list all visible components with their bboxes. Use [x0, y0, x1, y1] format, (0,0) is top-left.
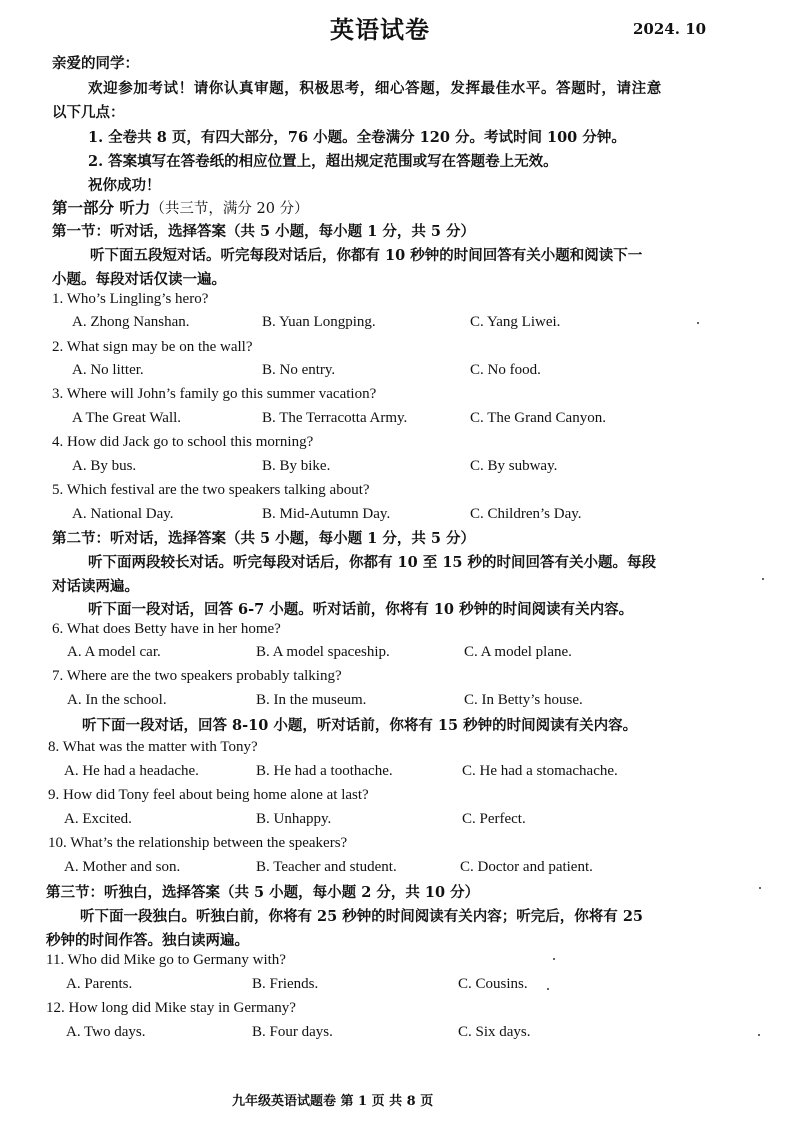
option-12c: C. Six days.: [458, 1024, 531, 1040]
option-4b: B. By bike.: [262, 458, 331, 474]
option-10c: C. Doctor and patient.: [460, 859, 593, 875]
option-1b: B. Yuan Longping.: [262, 314, 376, 330]
option-5c: C. Children’s Day.: [470, 506, 582, 522]
option-8a: A. He had a headache.: [64, 763, 199, 779]
section3-title: 第三节：听独白，选择答案（共 5 小题，每小题 2 分，共 10 分）: [46, 884, 480, 901]
option-11c: C. Cousins.: [458, 976, 528, 992]
question-1: 1. Who’s Lingling’s hero?: [52, 291, 209, 307]
option-5b: B. Mid-Autumn Day.: [262, 506, 391, 522]
scan-speck: [762, 578, 764, 580]
option-3c: C. The Grand Canyon.: [470, 410, 606, 426]
option-10b: B. Teacher and student.: [256, 859, 397, 875]
option-6b: B. A model spaceship.: [256, 644, 390, 660]
option-6a: A. A model car.: [67, 644, 161, 660]
option-4c: C. By subway.: [470, 458, 558, 474]
scan-speck: [553, 958, 555, 960]
option-6c: C. A model plane.: [464, 644, 572, 660]
question-10: 10. What’s the relationship between the speakers?: [48, 835, 348, 851]
note-1: 1. 全卷共 8 页，有四大部分，76 小题。全卷满分 120 分。考试时间 100 分钟。: [88, 129, 626, 146]
option-12b: B. Four days.: [252, 1024, 333, 1040]
scan-speck: [758, 1034, 760, 1036]
intro-line-1: 欢迎参加考试！请你认真审题，积极思考，细心答题，发挥最佳水平。答题时，请注意: [88, 80, 662, 97]
option-12a: A. Two days.: [66, 1024, 146, 1040]
option-9a: A. Excited.: [64, 811, 132, 827]
exam-date: 2024. 10: [633, 20, 707, 38]
option-9c: C. Perfect.: [462, 811, 526, 827]
question-4: 4. How did Jack go to school this morning?: [52, 434, 314, 450]
scan-speck: [697, 322, 699, 324]
option-2c: C. No food.: [470, 362, 541, 378]
option-11b: B. Friends.: [252, 976, 319, 992]
option-7b: B. In the museum.: [256, 692, 367, 708]
section2-instruction-1: 听下面两段较长对话。听完每段对话后，你都有 10 至 15 秒的时间回答有关小题。每段: [88, 554, 657, 571]
question-7: 7. Where are the two speakers probably talking?: [52, 668, 342, 684]
option-7a: A. In the school.: [67, 692, 167, 708]
wish-text: 祝你成功！: [88, 177, 161, 194]
part1-title: 第一部分 听力: [52, 198, 151, 217]
page-title: 英语试卷: [330, 15, 430, 44]
option-8c: C. He had a stomachache.: [462, 763, 618, 779]
option-1c: C. Yang Liwei.: [470, 314, 561, 330]
section1-instruction-1: 听下面五段短对话。听完每段对话后，你都有 10 秒钟的时间回答有关小题和阅读下一: [90, 247, 643, 264]
option-2a: A. No litter.: [72, 362, 144, 378]
option-7c: C. In Betty’s house.: [464, 692, 583, 708]
option-8b: B. He had a toothache.: [256, 763, 393, 779]
question-5: 5. Which festival are the two speakers talking about?: [52, 482, 370, 498]
option-1a: A. Zhong Nanshan.: [72, 314, 190, 330]
option-3a: A The Great Wall.: [72, 410, 182, 426]
option-2b: B. No entry.: [262, 362, 336, 378]
option-3b: B. The Terracotta Army.: [262, 410, 408, 426]
section2-instruction-2: 对话读两遍。: [52, 578, 139, 595]
note-2: 2. 答案填写在答卷纸的相应位置上，超出规定范围或写在答题卷上无效。: [88, 153, 558, 170]
option-5a: A. National Day.: [72, 506, 174, 522]
section1-title: 第一节：听对话，选择答案（共 5 小题，每小题 1 分，共 5 分）: [52, 223, 476, 240]
option-11a: A. Parents.: [66, 976, 133, 992]
greeting: 亲爱的同学：: [52, 55, 139, 72]
section2-title: 第二节：听对话，选择答案（共 5 小题，每小题 1 分，共 5 分）: [52, 530, 476, 547]
option-4a: A. By bus.: [72, 458, 137, 474]
page-footer: 九年级英语试题卷 第 1 页 共 8 页: [232, 1094, 434, 1109]
scan-speck: [759, 887, 761, 889]
section2-sub-instruction-1: 听下面一段对话，回答 6-7 小题。听对话前，你将有 10 秒钟的时间阅读有关内容。: [88, 601, 634, 618]
question-12: 12. How long did Mike stay in Germany?: [46, 1000, 296, 1016]
intro-line-2: 以下几点：: [52, 104, 125, 121]
section2-sub-instruction-2: 听下面一段对话，回答 8-10 小题，听对话前，你将有 15 秒钟的时间阅读有关内容。: [82, 717, 638, 734]
scan-speck: [547, 988, 549, 990]
section3-instruction-1: 听下面一段独白。听独白前，你将有 25 秒钟的时间阅读有关内容；听完后，你将有 25: [80, 908, 643, 925]
option-10a: A. Mother and son.: [64, 859, 181, 875]
question-6: 6. What does Betty have in her home?: [52, 621, 281, 637]
question-11: 11. Who did Mike go to Germany with?: [46, 952, 286, 968]
question-8: 8. What was the matter with Tony?: [48, 739, 258, 755]
question-3: 3. Where will John’s family go this summer vacation?: [52, 386, 377, 402]
section3-instruction-2: 秒钟的时间作答。独白读两遍。: [46, 932, 249, 949]
part1-title-note: （共三节，满分 20 分）: [150, 201, 309, 217]
question-9: 9. How did Tony feel about being home alone at last?: [48, 787, 369, 803]
part1-heading: [52, 196, 309, 218]
section1-instruction-2: 小题。每段对话仅读一遍。: [52, 271, 226, 288]
option-9b: B. Unhappy.: [256, 811, 332, 827]
question-2: 2. What sign may be on the wall?: [52, 339, 253, 355]
